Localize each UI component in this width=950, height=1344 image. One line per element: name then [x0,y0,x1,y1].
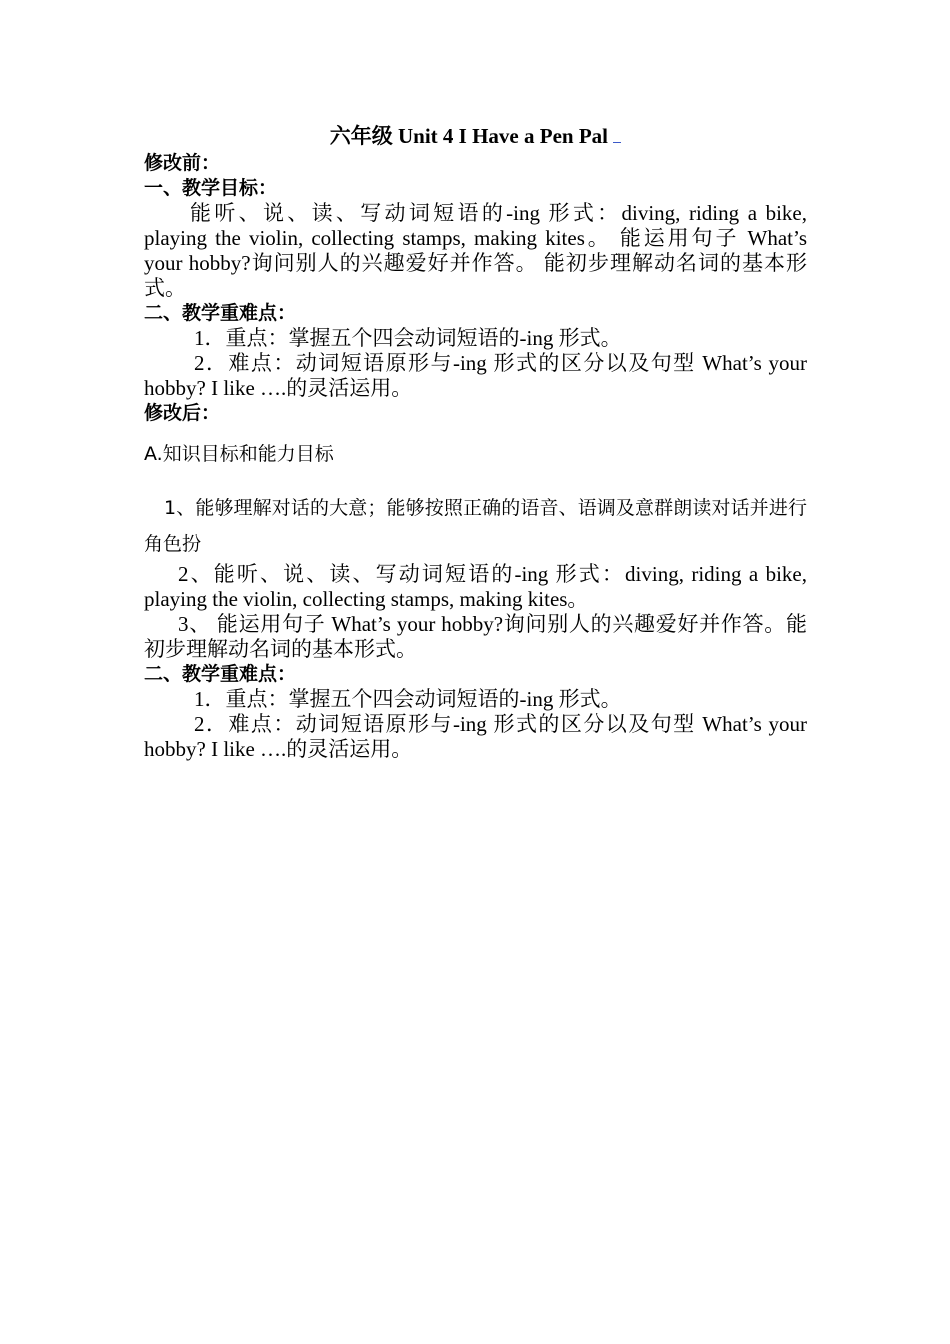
document-title [144,122,807,151]
after-section-a-heading: A.知识目标和能力目标 [144,443,334,465]
before-label: 修改前： [144,152,221,174]
after-objective-1-text: 1、能够理解对话的大意；能够按照正确的语音、语调及意群朗读对话并进行角色扮 [144,497,807,555]
after-keypoints-heading: 二、教学重难点： [144,663,297,685]
title-text: 六年级 Unit 4 I Have a Pen Pal [329,124,608,148]
after-objective-1 [144,490,807,562]
title-underline [613,124,621,143]
before-keypoint-1: 1．重点：掌握五个四会动词短语的-ing 形式。 [194,326,622,350]
before-objectives-text: 能听、说、读、写动词短语的-ing 形式：diving, riding a bike, playing the violin, collecting stamps, making kites。 能运用句子 What’s your hobby?询问别人的兴趣爱好并作答。 能初步理解动名词的基本形式。 [144,201,807,300]
before-keypoints-heading: 二、教学重难点： [144,302,297,324]
after-label: 修改后： [144,402,221,424]
before-objectives-heading: 一、教学目标： [144,177,278,199]
document-page [144,122,807,762]
before-keypoint-2: 2．难点：动词短语原形与-ing 形式的区分以及句型 What’s your hobby? I like ….的灵活运用。 [144,351,807,400]
after-keypoint-1: 1．重点：掌握五个四会动词短语的-ing 形式。 [194,687,622,711]
after-objective-3: 3、 能运用句子 What’s your hobby?询问别人的兴趣爱好并作答。能初步理解动名词的基本形式。 [144,612,807,661]
after-objective-2: 2、能听、说、读、写动词短语的-ing 形式：diving, riding a bike, playing the violin, collecting stamps, making kites。 [144,562,807,611]
after-keypoint-2: 2．难点：动词短语原形与-ing 形式的区分以及句型 What’s your hobby? I like ….的灵活运用。 [144,712,807,761]
